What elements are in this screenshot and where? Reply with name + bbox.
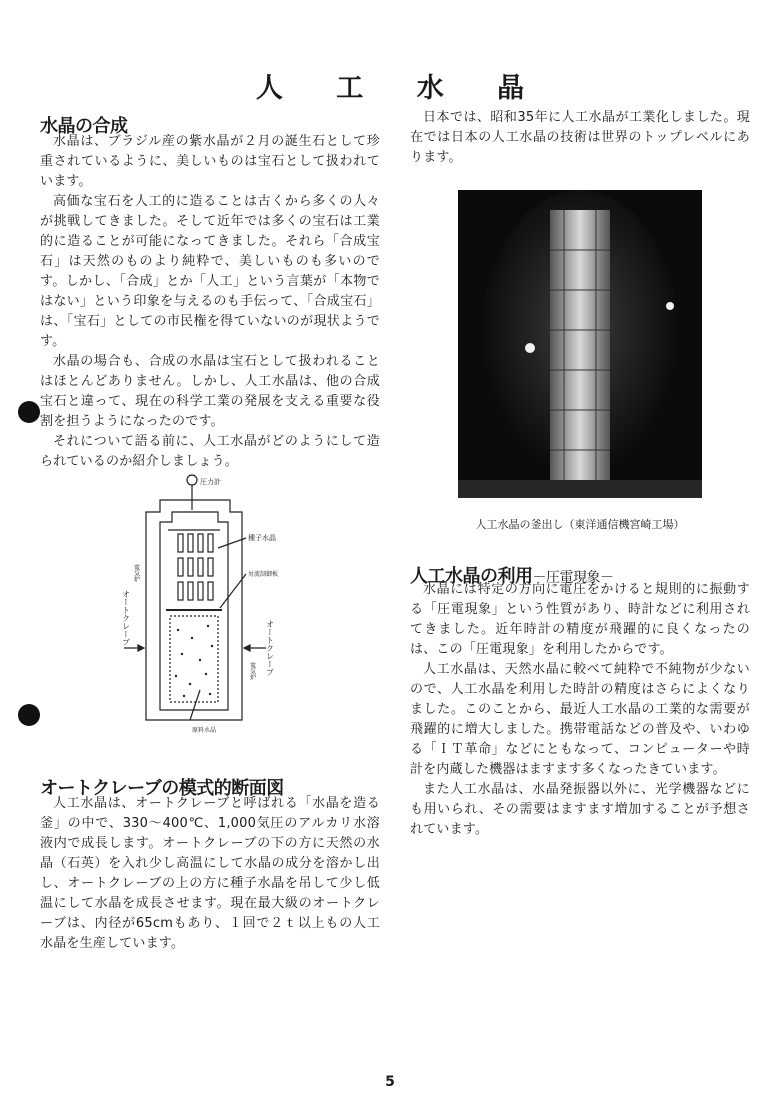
label-baffle: 対流制御板 xyxy=(248,571,279,578)
label-raw-crystal: 原料水晶 xyxy=(192,727,217,734)
photo-caption: 人工水晶の釜出し（東洋通信機宮崎工場） xyxy=(475,518,685,531)
paragraph: また人工水晶は、水晶発振器以外に、光学機器などにも用いられ、その需要はますます増加することが予想されています。 xyxy=(410,782,750,837)
paragraph: 水晶は、ブラジル産の紫水晶が２月の誕生石として珍重されているように、美しいものは宝石として扱われています。 xyxy=(40,134,380,189)
page-title: 人 工 水 晶 xyxy=(255,73,547,104)
label-seed-crystal: 種子水晶 xyxy=(248,534,276,542)
paragraph: それについて語る前に、人工水晶がどのようにして造られているのか紹介しましょう。 xyxy=(40,434,380,469)
usage-heading-text: 人工水晶の利用 xyxy=(410,566,533,587)
label-autoclave-right: オートクレーブ xyxy=(265,620,275,676)
autoclave-extraction-photo xyxy=(458,190,702,498)
section-heading-synthesis: 水晶の合成 xyxy=(40,116,128,137)
label-furnace-right: 電気炉 xyxy=(248,662,256,680)
paragraph: 人工水晶は、天然水晶に較べて純粋で不純物が少ないので、人工水晶を利用した時計の精度はさらによくなりました。このことから、最近人工水晶の工業的な需要が飛躍的に増大しました。携帯電話などの普及や、いわゆる「ＩＴ革命」などにともなって、コンピューターや時計を内蔵した機器はますます多くなったきています。 xyxy=(410,662,750,777)
label-furnace-left: 電気炉 xyxy=(132,564,140,582)
paragraph: 水晶の場合も、合成の水晶は宝石として扱われることはほとんどありません。しかし、人工水晶は、他の合成宝石と違って、現在の科学工業の発展を支える重要な役割を担うようになったのです。 xyxy=(40,354,380,429)
label-pressure-gauge: 圧力計 xyxy=(200,478,221,486)
section-body-japan xyxy=(410,108,750,168)
page-number: 5 xyxy=(385,1074,395,1090)
paragraph: 水晶には特定の方向に電圧をかけると規則的に振動する「圧電現象」という性質があり、時計などに利用されてきました。近年時計の精度が飛躍的に良くなったのは、この「圧電現象」を利用したからです。 xyxy=(410,582,750,657)
section-heading-autoclave: オートクレーブの模式的断面図 xyxy=(40,778,284,799)
label-autoclave-left: オートクレーブ xyxy=(121,590,131,646)
paragraph: 日本では、昭和35年に人工水晶が工業化しました。現在では日本の人工水晶の技術は世界のトップレベルにあります。 xyxy=(410,110,750,165)
section-body-usage xyxy=(410,580,750,840)
paragraph: 高価な宝石を人工的に造ることは古くから多くの人々が挑戦してきました。そして近年では多くの宝石は工業的に造ることが可能になってきました。それら「合成宝石」は天然のものより純粋で、美しいものも多いのです。しかし、「合成」とか「人工」という言葉が「本物ではない」という印象を与えるのも手伝って、「合成宝石」は、「宝石」としての市民権を得ていないのが現状ようです。 xyxy=(40,194,380,349)
punch-hole-bottom xyxy=(18,704,40,726)
autoclave-diagram xyxy=(120,470,300,740)
usage-subheading: －圧電現象－ xyxy=(532,570,614,586)
section-body-synthesis xyxy=(40,132,380,472)
punch-hole-top xyxy=(18,401,40,423)
section-body-autoclave xyxy=(40,794,380,954)
pressure-gauge-icon xyxy=(187,475,197,485)
paragraph: 人工水晶は、オートクレーブと呼ばれる「水晶を造る釜」の中で、330～400℃、1,000気圧のアルカリ水溶液内で成長します。オートクレーブの下の方に天然の水晶（石英）を入れ少し高温にして水晶の成分を溶かし出し、オートクレーブの上の方に種子水晶を吊して少し低温にして水晶を成長させます。現在最大級のオートクレーブは、内径が65cmもあり、１回で２ｔ以上もの人工水晶を生産しています。 xyxy=(40,796,380,951)
